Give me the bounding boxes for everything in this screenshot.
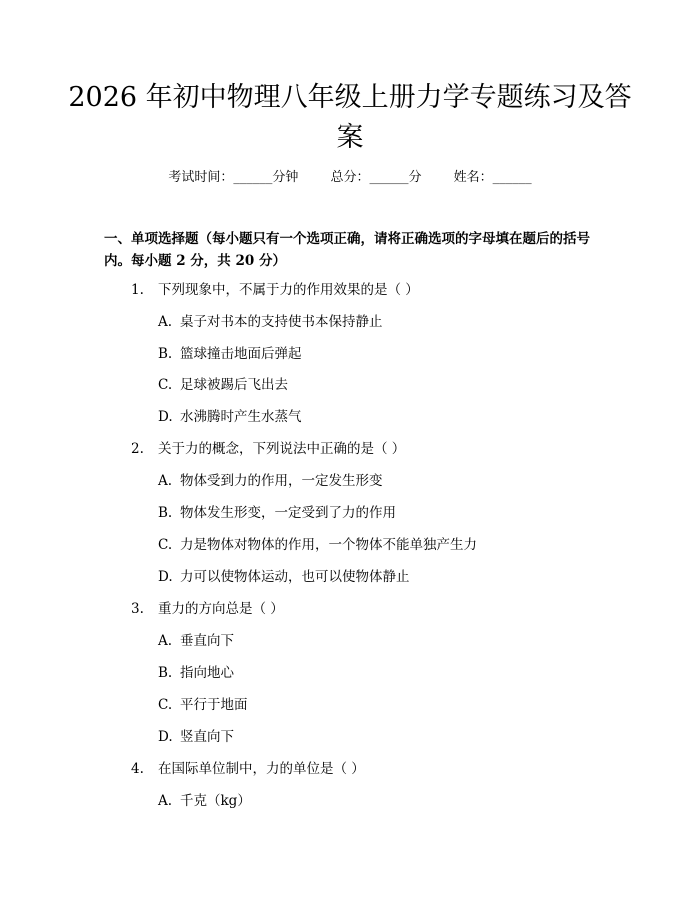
question-4	[131, 759, 365, 779]
option-letter: A.	[158, 473, 173, 489]
option-letter: A.	[158, 633, 173, 649]
option-text: 千克（kg）	[180, 793, 251, 809]
option-4a	[158, 791, 251, 811]
question-number: 1.	[131, 282, 144, 298]
option-3a	[158, 631, 234, 651]
option-text: 竖直向下	[180, 729, 234, 745]
option-letter: D.	[158, 569, 173, 585]
option-3c	[158, 695, 248, 715]
option-text: 物体受到力的作用，一定发生形变	[180, 473, 383, 489]
option-text: 力是物体对物体的作用，一个物体不能单独产生力	[180, 537, 477, 553]
option-text: 指向地心	[180, 665, 234, 681]
option-letter: B.	[158, 505, 173, 521]
option-text: 篮球撞击地面后弹起	[180, 346, 302, 362]
option-text: 平行于地面	[180, 697, 248, 713]
option-2c	[158, 535, 477, 555]
option-1b	[158, 344, 302, 364]
question-text: 关于力的概念，下列说法中正确的是（ ）	[158, 441, 406, 457]
option-text: 桌子对书本的支持使书本保持静止	[180, 314, 383, 330]
student-name-field: 姓名：______	[453, 170, 532, 185]
option-text: 力可以使物体运动，也可以使物体静止	[180, 569, 410, 585]
exam-info-line	[0, 168, 700, 188]
option-2a	[158, 471, 383, 491]
question-number: 4.	[131, 761, 144, 777]
question-number: 2.	[131, 441, 144, 457]
question-3	[131, 599, 284, 619]
option-letter: C.	[158, 377, 173, 393]
option-letter: D.	[158, 729, 173, 745]
option-letter: B.	[158, 665, 173, 681]
option-1c	[158, 375, 288, 395]
section-heading: 一、单项选择题（每小题只有一个选项正确，请将正确选项的字母填在题后的括号内。每小题 2 分，共 20 分）	[104, 231, 590, 269]
question-text: 重力的方向总是（ ）	[158, 601, 284, 617]
option-text: 物体发生形变，一定受到了力的作用	[180, 505, 396, 521]
option-text: 垂直向下	[180, 633, 234, 649]
option-letter: C.	[158, 697, 173, 713]
option-letter: A.	[158, 793, 173, 809]
total-score-field: 总分：______分	[330, 170, 422, 185]
option-letter: C.	[158, 537, 173, 553]
option-3d	[158, 727, 234, 747]
option-text: 足球被踢后飞出去	[180, 377, 288, 393]
question-2	[131, 439, 405, 459]
option-3b	[158, 663, 234, 683]
document-title: 2026 年初中物理八年级上册力学专题练习及答案	[68, 82, 632, 153]
exam-time-field: 考试时间：______分钟	[168, 170, 299, 185]
option-1d	[158, 407, 302, 427]
option-letter: D.	[158, 409, 173, 425]
option-text: 水沸腾时产生水蒸气	[180, 409, 302, 425]
option-2b	[158, 503, 396, 523]
question-text: 下列现象中，不属于力的作用效果的是（ ）	[158, 282, 419, 298]
question-1	[131, 280, 419, 300]
question-text: 在国际单位制中，力的单位是（ ）	[158, 761, 365, 777]
option-letter: A.	[158, 314, 173, 330]
question-number: 3.	[131, 601, 144, 617]
option-2d	[158, 567, 410, 587]
option-letter: B.	[158, 346, 173, 362]
option-1a	[158, 312, 383, 332]
